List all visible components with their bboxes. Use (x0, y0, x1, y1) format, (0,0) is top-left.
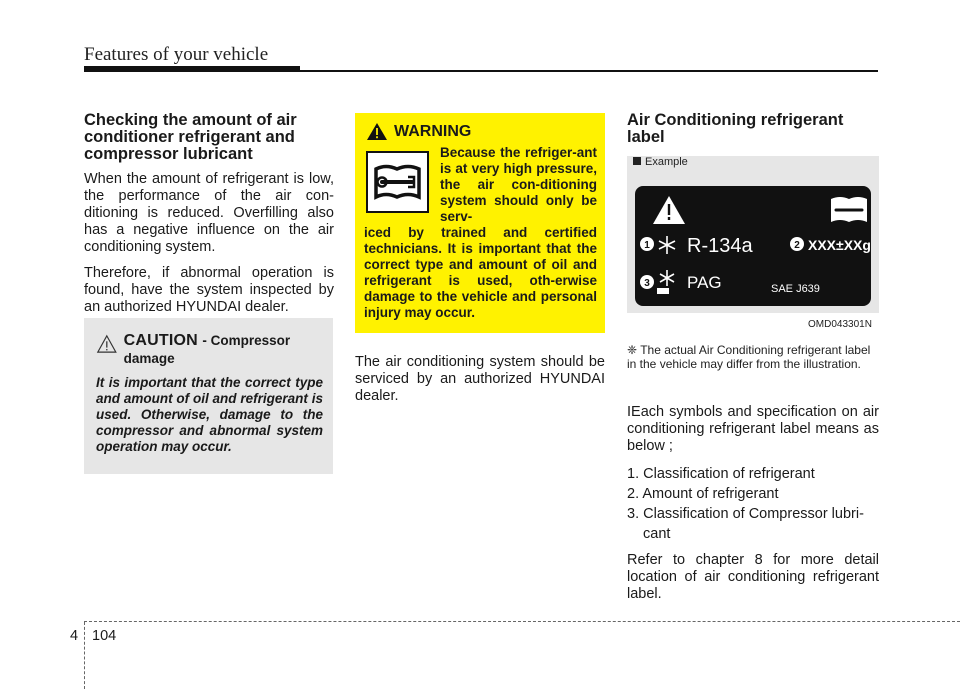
list-item: 3. Classification of Compressor lubri-cant (627, 506, 864, 542)
footer-divider (84, 622, 85, 689)
oil-can-icon (657, 288, 669, 294)
header-rule-thick (84, 66, 300, 72)
warning-label: WARNING (394, 122, 472, 140)
footer-rule (84, 621, 960, 622)
spec-list (627, 464, 879, 544)
example-text: Example (645, 156, 688, 168)
paragraph-symbols-intro: IEach symbols and specification on air conditioning refrigerant label means as below ; (627, 404, 879, 454)
label-refrigerant: R-134a (687, 235, 753, 257)
list-item: 1. Classification of refrigerant (627, 466, 815, 482)
refrigerant-label-graphic (635, 186, 871, 306)
caution-label: CAUTION (123, 332, 198, 349)
label-num2: 2 (794, 240, 800, 251)
label-num3: 3 (644, 278, 650, 289)
warning-box (355, 113, 605, 333)
warning-triangle-icon (366, 122, 388, 141)
note-text: The actual Air Conditioning refrigerant label in the vehicle may differ from the illustration. (627, 343, 871, 371)
image-code: OMD043301N (808, 319, 872, 330)
header-rule-thin (300, 70, 878, 72)
list-item: 2. Amount of refrigerant (627, 486, 779, 502)
refrigerant-label-illustration (627, 156, 879, 313)
page-number: 104 (92, 628, 117, 644)
warning-text-indented: Because the refriger-ant is at very high pressure, the air con-ditioning system should only be serv- (440, 145, 597, 224)
caution-box (84, 318, 333, 474)
paragraph-refer-chapter: Refer to chapter 8 for more detail location of air conditioning refrigerant label. (627, 552, 879, 602)
note-mark: ❈ (627, 343, 638, 357)
note (627, 343, 879, 371)
label-standard: SAE J639 (771, 283, 820, 295)
column-2-after (355, 354, 605, 414)
column-3 (627, 112, 879, 154)
paragraph-low-refrigerant: When the amount of refrigerant is low, the performance of the air con-ditioning is reduced. Overfilling also has a negative influence on the air conditioning system. (84, 171, 334, 255)
warning-text-full: iced by trained and certified technicians. It is important that the correct type and amount of oil and refrigerant is used, oth-erwise damage to the vehicle and personal injury may occur. (364, 225, 597, 320)
caution-subtitle: - Compressor damage (123, 333, 291, 366)
section-heading-refrigerant-check: Checking the amount of air conditioner refrigerant and compressor lubricant (84, 111, 297, 163)
manual-wrench-icon (366, 151, 429, 213)
caution-text: It is important that the correct type and amount of oil and refrigerant is used. Otherwise, damage to the compressor and abnormal system operation may occur. (96, 375, 323, 454)
page-header-title: Features of your vehicle (84, 44, 269, 65)
label-amount: XXX±XXg (808, 237, 871, 253)
label-num1: 1 (644, 240, 650, 251)
label-lubricant: PAG (687, 273, 722, 292)
column-1 (84, 112, 334, 325)
chapter-number: 4 (70, 628, 79, 644)
section-heading-refrigerant-label: Air Conditioning refrigerant label (627, 111, 844, 146)
caution-triangle-icon (96, 333, 118, 355)
paragraph-service-dealer: The air conditioning system should be serviced by an authorized HYUNDAI dealer. (355, 354, 605, 404)
column-3-body (627, 404, 879, 612)
paragraph-inspection: Therefore, if abnormal operation is found, have the system inspected by an authorized HYUNDAI dealer. (84, 265, 334, 315)
example-tag (633, 156, 688, 168)
